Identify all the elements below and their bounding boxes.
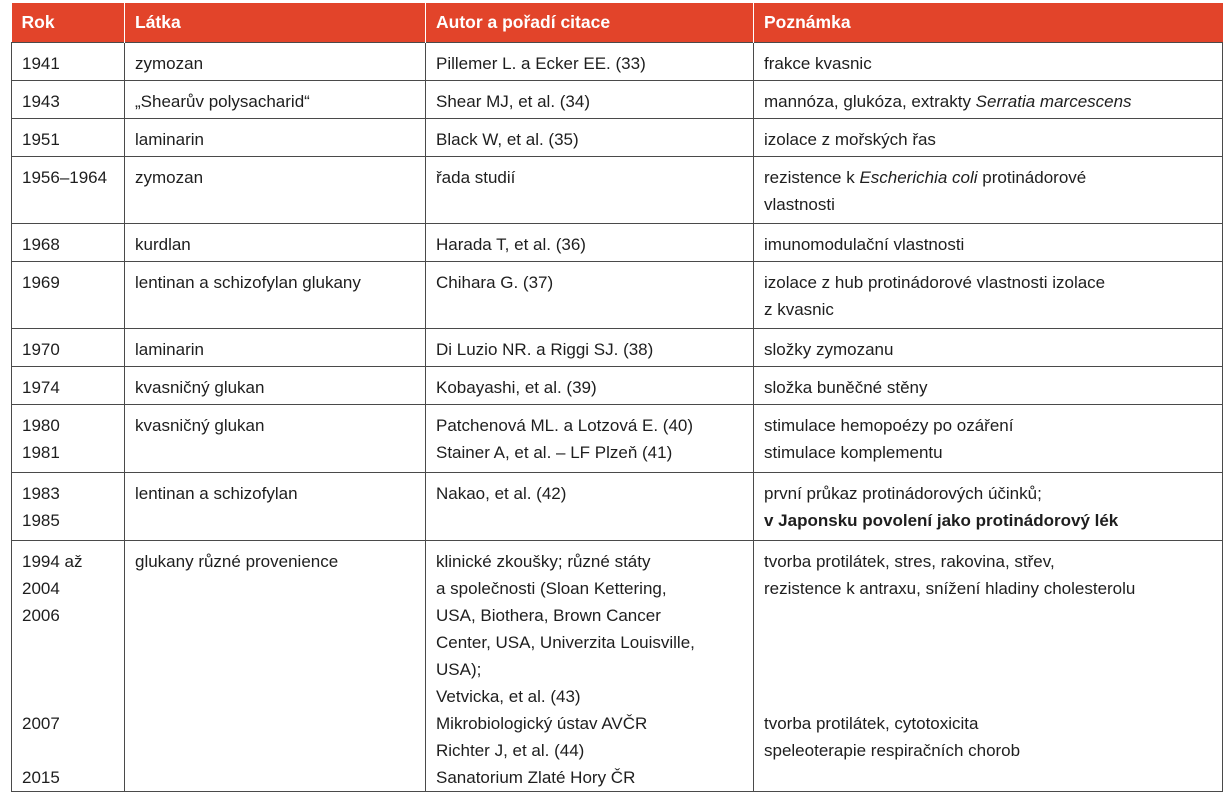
note-text: rezistence k: [764, 168, 860, 187]
author-line: Patchenová ML. a Lotzová E. (40): [436, 416, 694, 435]
header-latka: Látka: [125, 3, 426, 43]
cell-poznamka: [754, 405, 1223, 473]
year-line: 2004: [22, 579, 60, 598]
cell-poznamka: [754, 262, 1223, 329]
cell-autor: Chihara G. (37): [426, 262, 754, 329]
table-row: [12, 43, 1223, 81]
table-container: [11, 3, 1222, 792]
note-line: tvorba protilátek, cytotoxicita: [764, 714, 979, 733]
cell-rok: 1941: [12, 43, 125, 81]
table-row: [12, 224, 1223, 262]
species-name: Serratia marcescens: [975, 92, 1132, 111]
cell-rok: 1943: [12, 81, 125, 119]
table-row: [12, 119, 1223, 157]
cell-poznamka: imunomodulační vlastnosti: [754, 224, 1223, 262]
table-row: [12, 405, 1223, 473]
cell-latka: lentinan a schizofylan glukany: [125, 262, 426, 329]
author-line: a společnosti (Sloan Kettering,: [436, 579, 667, 598]
year-line: 2015: [22, 768, 60, 787]
table-row: [12, 541, 1223, 792]
note-line: stimulace hemopoézy po ozáření: [764, 416, 1014, 435]
table-row: [12, 262, 1223, 329]
cell-poznamka: [754, 541, 1223, 792]
note-line-bold: v Japonsku povolení jako protinádorový lék: [764, 511, 1119, 530]
cell-rok: [12, 405, 125, 473]
year-line: 1994 až: [22, 552, 83, 571]
cell-latka: kvasničný glukan: [125, 367, 426, 405]
cell-autor: Kobayashi, et al. (39): [426, 367, 754, 405]
cell-poznamka: [754, 157, 1223, 224]
year-line: 1983: [22, 484, 60, 503]
year-line: 2007: [22, 714, 60, 733]
cell-latka: laminarin: [125, 119, 426, 157]
cell-rok: 1951: [12, 119, 125, 157]
note-line: izolace z hub protinádorové vlastnosti izolace: [764, 273, 1106, 292]
table-header-row: [12, 3, 1223, 43]
cell-autor: Black W, et al. (35): [426, 119, 754, 157]
note-line: první průkaz protinádorových účinků;: [764, 484, 1042, 503]
cell-autor: Nakao, et al. (42): [426, 473, 754, 541]
note-line: stimulace komplementu: [764, 443, 943, 462]
cell-latka: laminarin: [125, 329, 426, 367]
cell-rok: 1970: [12, 329, 125, 367]
cell-autor: Di Luzio NR. a Riggi SJ. (38): [426, 329, 754, 367]
table-row: [12, 81, 1223, 119]
header-rok: Rok: [12, 3, 125, 43]
note-line: z kvasnic: [764, 300, 834, 319]
cell-latka: lentinan a schizofylan: [125, 473, 426, 541]
author-line: klinické zkoušky; různé státy: [436, 552, 651, 571]
cell-autor: [426, 405, 754, 473]
cell-poznamka: [754, 473, 1223, 541]
author-line: Sanatorium Zlaté Hory ČR: [436, 768, 636, 787]
cell-autor: [426, 541, 754, 792]
note-text: mannóza, glukóza, extrakty: [764, 92, 976, 111]
cell-autor: Harada T, et al. (36): [426, 224, 754, 262]
year-line: 2006: [22, 606, 60, 625]
table-row: [12, 473, 1223, 541]
cell-poznamka: složka buněčné stěny: [754, 367, 1223, 405]
history-table: [11, 3, 1223, 792]
cell-poznamka: [754, 81, 1223, 119]
cell-autor: Pillemer L. a Ecker EE. (33): [426, 43, 754, 81]
author-line: USA);: [436, 660, 482, 679]
note-text: vlastnosti: [764, 195, 835, 214]
year-line: 1980: [22, 416, 60, 435]
author-line: Stainer A, et al. – LF Plzeň (41): [436, 443, 673, 462]
note-line: tvorba protilátek, stres, rakovina, střev,: [764, 552, 1055, 571]
cell-poznamka: izolace z mořských řas: [754, 119, 1223, 157]
cell-latka: kurdlan: [125, 224, 426, 262]
cell-autor: řada studií: [426, 157, 754, 224]
note-line: speleoterapie respiračních chorob: [764, 741, 1021, 760]
author-line: Center, USA, Univerzita Louisville,: [436, 633, 695, 652]
cell-rok: 1968: [12, 224, 125, 262]
cell-poznamka: složky zymozanu: [754, 329, 1223, 367]
cell-autor: Shear MJ, et al. (34): [426, 81, 754, 119]
cell-rok: 1969: [12, 262, 125, 329]
cell-latka: „Shearův polysacharid“: [125, 81, 426, 119]
cell-latka: zymozan: [125, 43, 426, 81]
note-line: rezistence k antraxu, snížení hladiny cholesterolu: [764, 579, 1136, 598]
year-line: 1985: [22, 511, 60, 530]
author-line: Vetvicka, et al. (43): [436, 687, 581, 706]
cell-rok: 1956–1964: [12, 157, 125, 224]
note-text: protinádorové: [977, 168, 1087, 187]
cell-latka: glukany různé provenience: [125, 541, 426, 792]
header-poznamka: Poznámka: [754, 3, 1223, 43]
cell-rok: [12, 541, 125, 792]
species-name: Escherichia coli: [859, 168, 978, 187]
author-line: Mikrobiologický ústav AVČR: [436, 714, 648, 733]
cell-rok: 1974: [12, 367, 125, 405]
cell-latka: kvasničný glukan: [125, 405, 426, 473]
author-line: Richter J, et al. (44): [436, 741, 585, 760]
table-row: [12, 329, 1223, 367]
table-row: [12, 367, 1223, 405]
author-line: USA, Biothera, Brown Cancer: [436, 606, 661, 625]
year-line: 1981: [22, 443, 60, 462]
header-autor: Autor a pořadí citace: [426, 3, 754, 43]
cell-poznamka: frakce kvasnic: [754, 43, 1223, 81]
table-row: [12, 157, 1223, 224]
cell-rok: [12, 473, 125, 541]
cell-latka: zymozan: [125, 157, 426, 224]
